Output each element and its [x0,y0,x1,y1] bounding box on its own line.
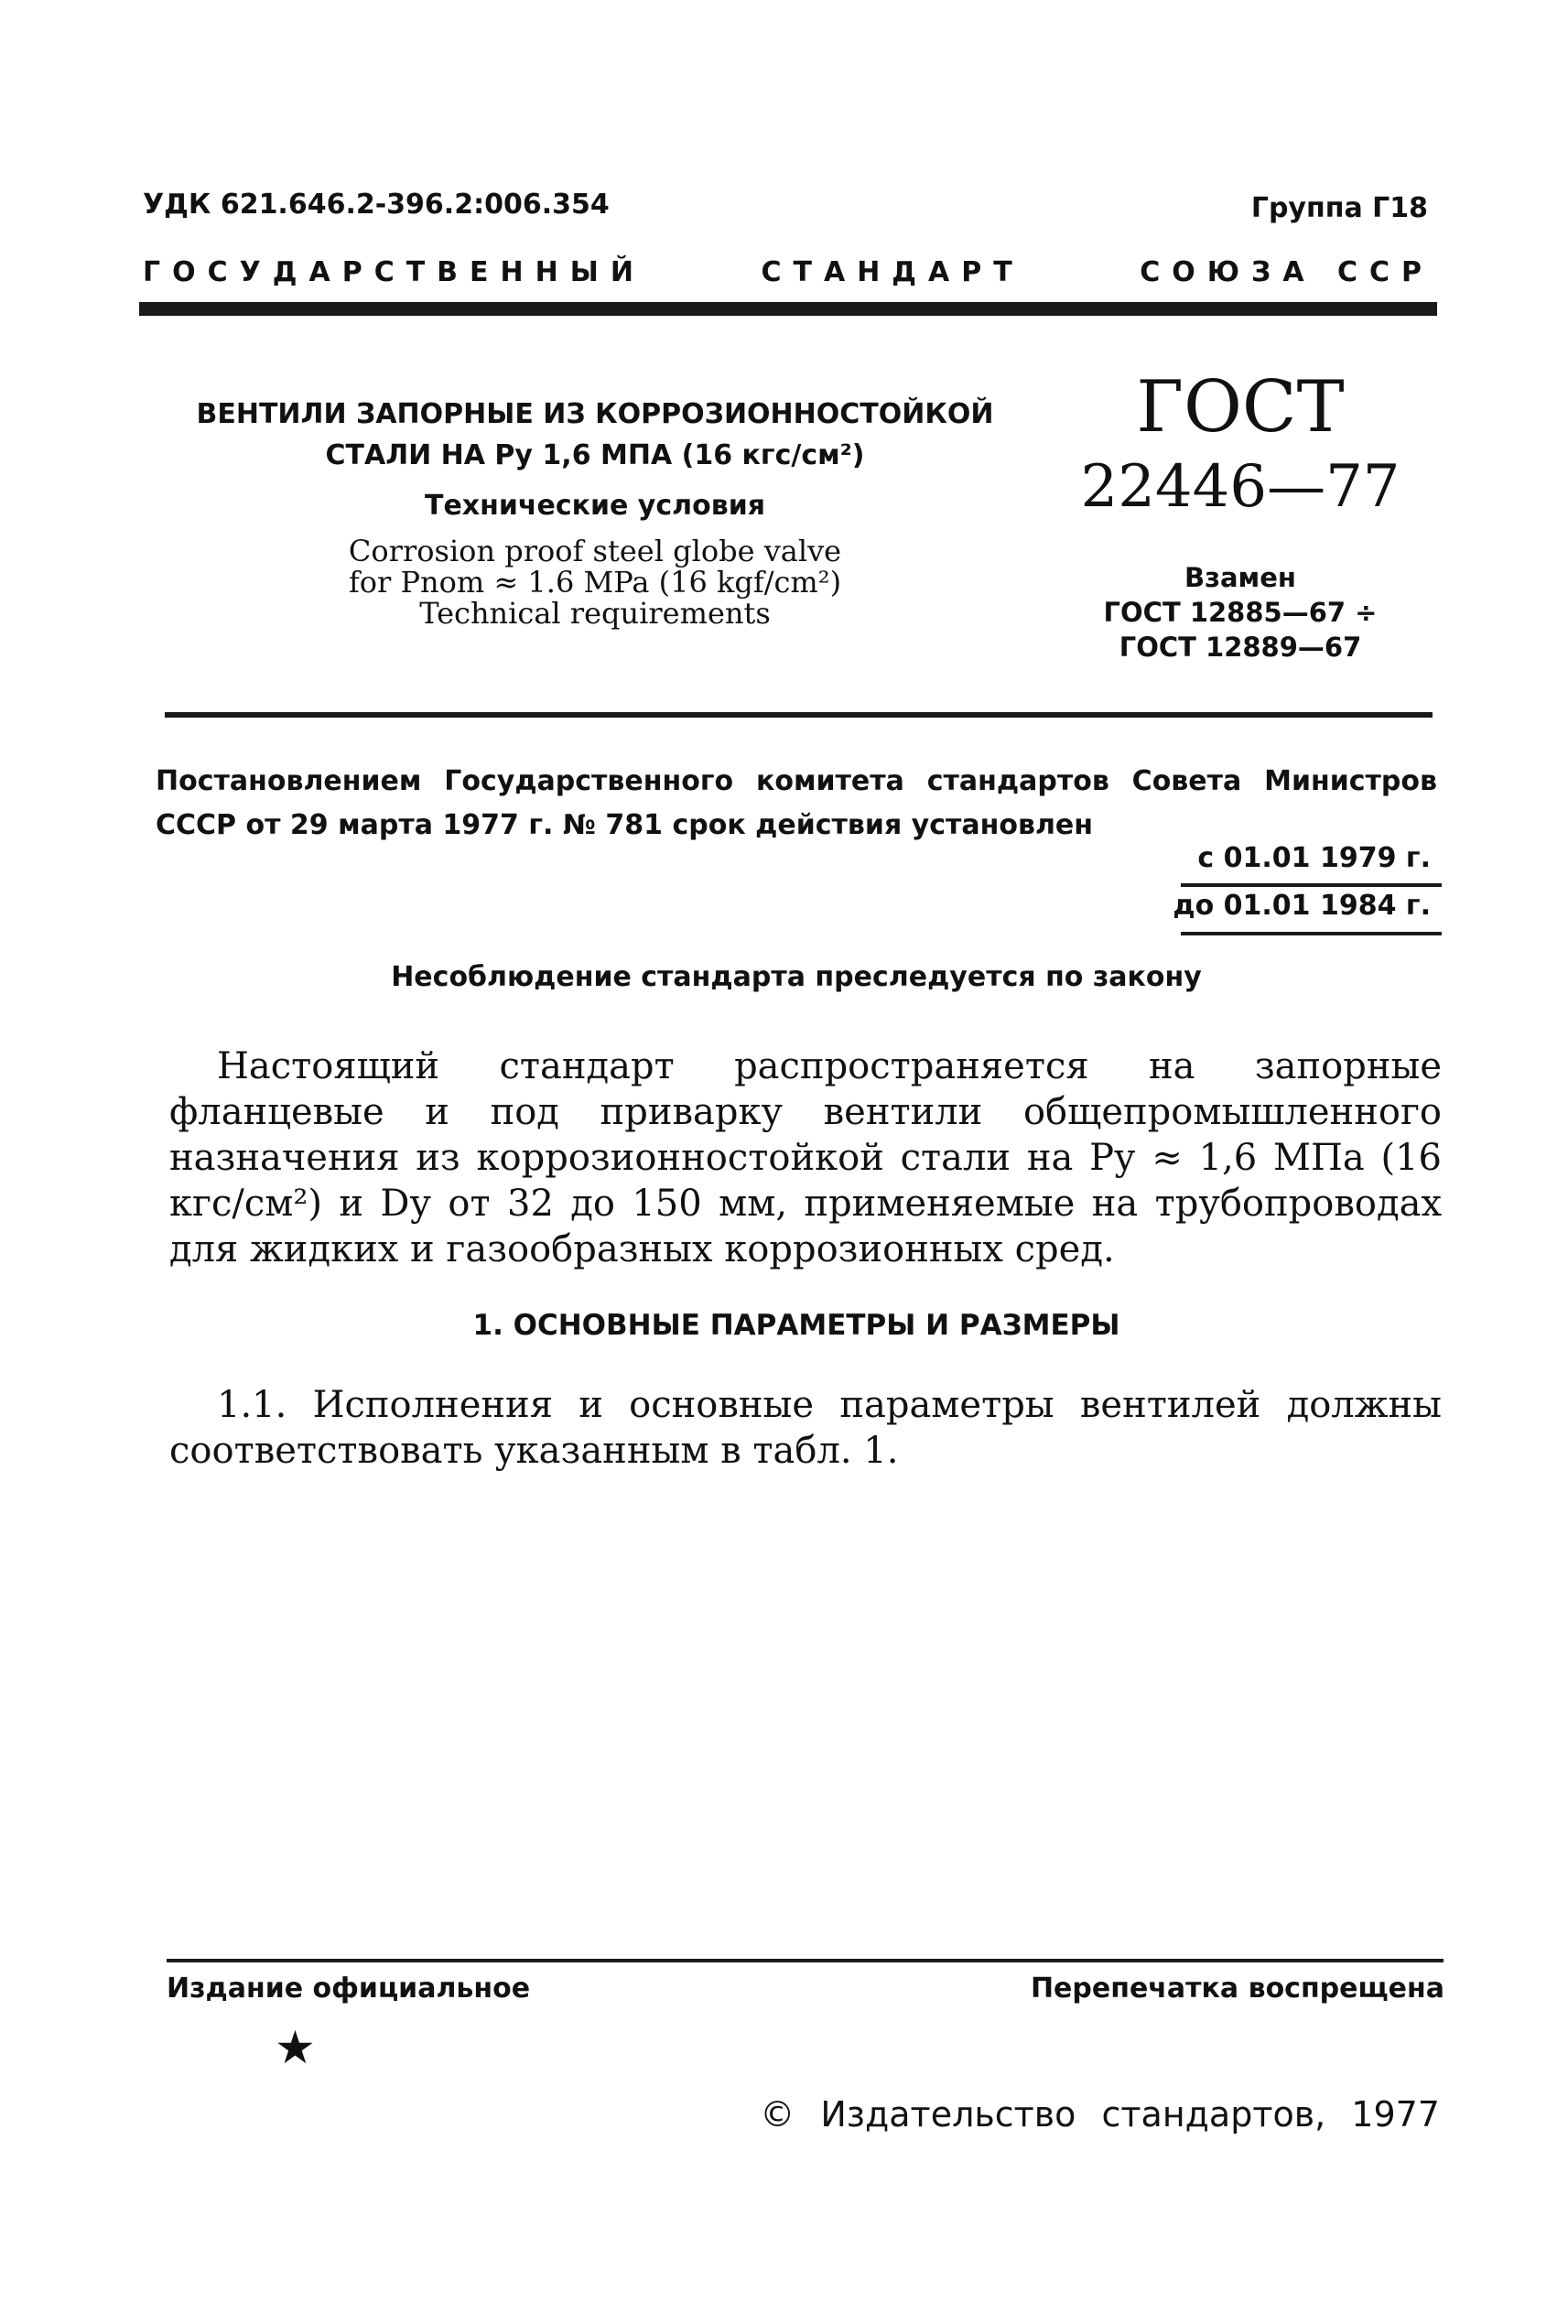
state-word-1: ГОСУДАРСТВЕННЫЙ [143,256,645,288]
date-to: до 01.01 1984 г. [1173,890,1431,922]
replaces-block [1053,560,1428,665]
state-word-3: СОЮЗА ССР [1140,256,1433,288]
english-title-line-2: for Pnom ≈ 1.6 MPa (16 kgf/cm²) [348,565,842,600]
decree-text [156,760,1437,848]
reprint-forbidden-label: Перепечатка воспрещена [1030,1973,1444,2005]
decree-word: комитета [755,765,904,797]
english-title [183,535,1007,629]
state-standard-heading [143,256,1433,288]
official-edition-label: Издание официальное [167,1973,531,2005]
title-line-1: ВЕНТИЛИ ЗАПОРНЫЕ ИЗ КОРРОЗИОННОСТОЙКОЙ [196,398,994,430]
decree-line-2: СССР от 29 марта 1977 г. № 781 срок действия установлен [156,809,1093,841]
decree-word: Постановлением [156,765,422,797]
state-word-2: СТАНДАРТ [761,256,1024,288]
title-divider [165,712,1433,718]
replaces-label: Взамен [1184,562,1296,593]
decree-word: Совета [1131,765,1242,797]
english-title-line-3: Technical requirements [419,596,771,631]
decree-line-1 [156,760,1437,804]
group-code: Группа Г18 [1250,192,1428,224]
decree-word: Министров [1264,765,1437,797]
title-subtitle: Технические условия [425,490,765,522]
date-divider-1 [1181,883,1442,887]
decree-word: стандартов [926,765,1109,797]
english-title-line-1: Corrosion proof steel globe valve [348,534,842,568]
gost-number: 22446—77 [1080,453,1400,521]
paragraph-1-1: 1.1. Исполнения и основные параметры вентилей должны соответствовать указанным в табл. 1. [169,1384,1442,1472]
star-icon: ★ [275,2021,316,2074]
header-divider [139,302,1437,316]
udk-code: УДК 621.646.2-396.2:006.354 [143,189,610,221]
noncompliance-notice: Несоблюдение стандарта преследуется по закону [391,961,1202,993]
date-from: с 01.01 1979 г. [1197,842,1431,874]
replaces-item-1: ГОСТ 12885—67 ÷ [1103,597,1378,628]
intro-paragraph: Настоящий стандарт распространяется на запорные фланцевые и под приварку вентили общепромышленного назначения из коррозионностойкой стали на Pу ≈ 1,6 МПа (16 кгс/см²) и Dу от 32 до 150 мм, применяемые на трубопроводах для жидких и газообразных коррозионных сред. [169,1045,1442,1270]
publisher-copyright: © Издательство стандартов, 1977 [760,2094,1440,2135]
gost-label: ГОСТ [1136,366,1345,449]
title-line-2: СТАЛИ НА Pу 1,6 МПА (16 кгс/см²) [325,439,865,471]
date-divider-2 [1181,932,1442,935]
decree-word: Государственного [444,765,734,797]
footer-divider [167,1959,1444,1962]
replaces-item-2: ГОСТ 12889—67 [1119,632,1362,663]
section-1-heading: 1. ОСНОВНЫЕ ПАРАМЕТРЫ И РАЗМЕРЫ [472,1309,1120,1342]
